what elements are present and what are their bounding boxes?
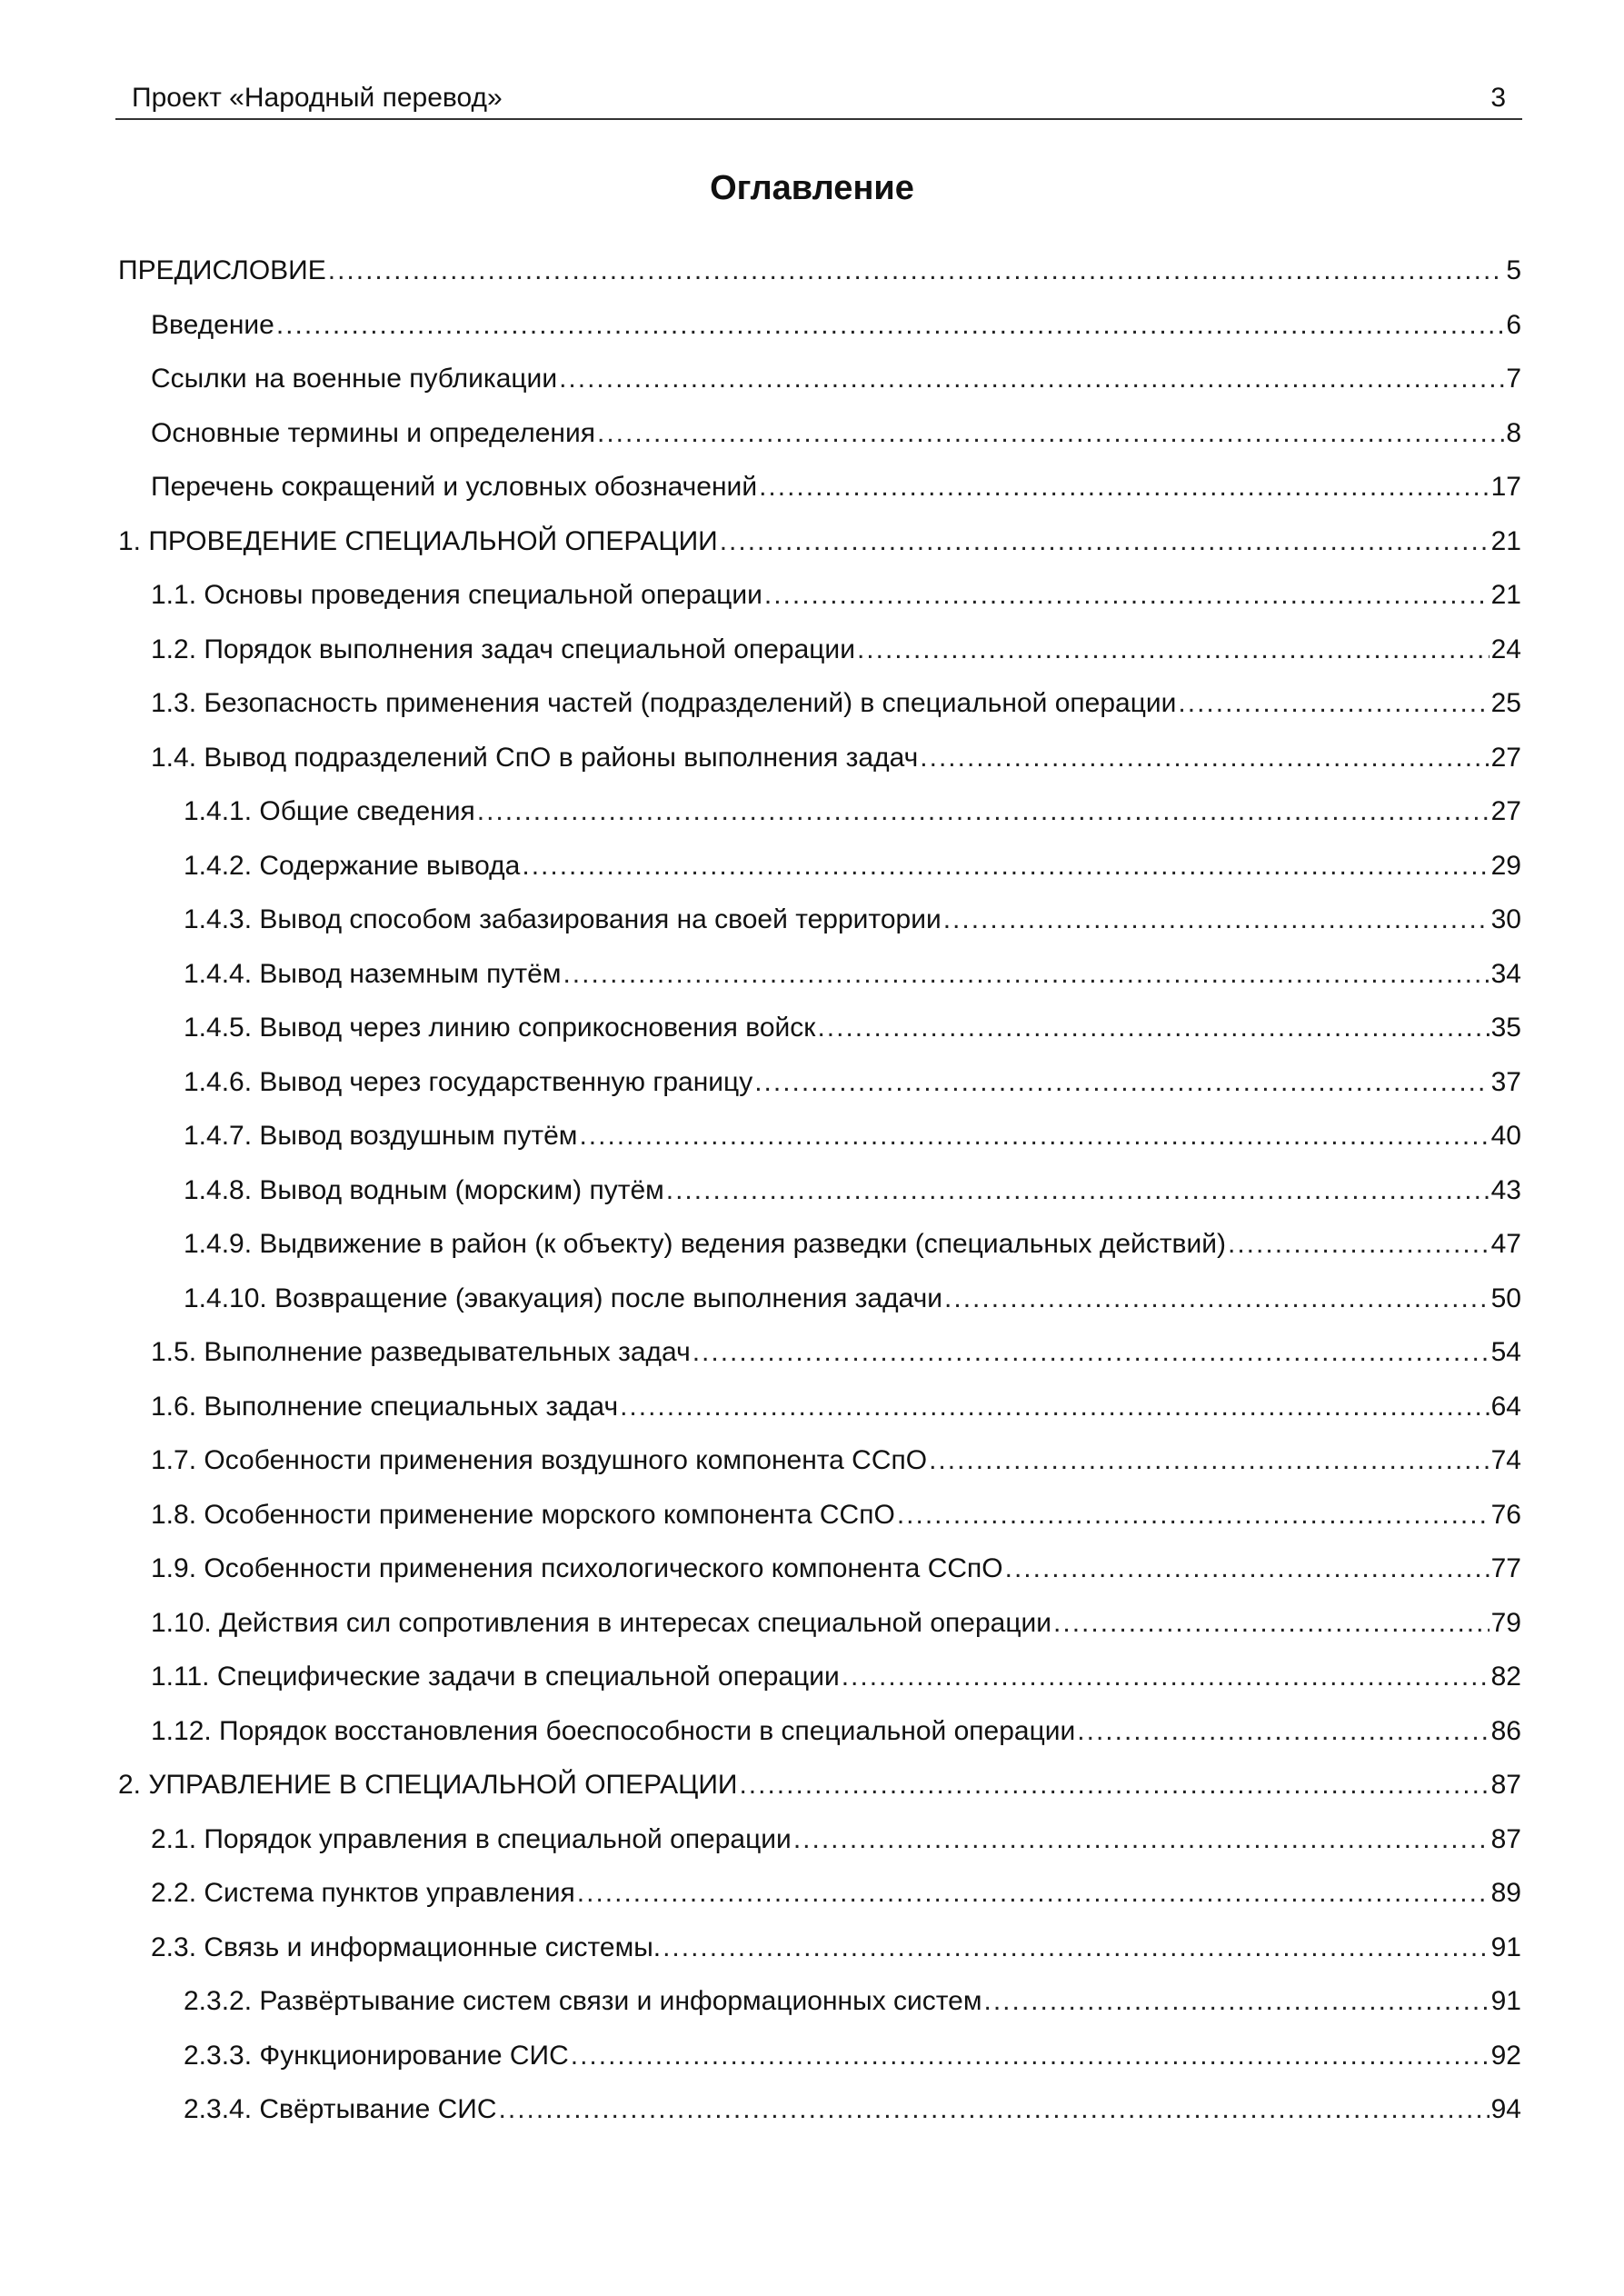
toc-entry-title: 1.3. Безопасность применения частей (подразделений) в специальной операции — [151, 688, 1177, 718]
toc-entry-title: 2. УПРАВЛЕНИЕ В СПЕЦИАЛЬНОЙ ОПЕРАЦИИ — [118, 1770, 738, 1800]
toc-entry-page: 21 — [1490, 525, 1521, 556]
toc-entry-title: 1.5. Выполнение разведывательных задач — [151, 1337, 691, 1367]
dot-leader — [499, 2090, 1489, 2130]
toc-entry-page: 94 — [1490, 2094, 1521, 2124]
dot-leader — [579, 1116, 1489, 1156]
toc-entry[interactable] — [118, 738, 1521, 793]
toc-entry[interactable] — [118, 1873, 1521, 1928]
toc-entry-page: 87 — [1490, 1770, 1521, 1800]
toc-entry-title: 1.7. Особенности применения воздушного компонента ССпО — [151, 1445, 928, 1475]
toc-entry-page: 47 — [1490, 1229, 1521, 1259]
dot-leader — [929, 1441, 1489, 1481]
toc-entry-page: 64 — [1490, 1391, 1521, 1422]
dot-leader — [897, 1495, 1489, 1535]
dot-leader — [276, 305, 1504, 345]
toc-entry-title: 1.4.2. Содержание вывода — [184, 850, 521, 881]
toc-entry-page: 27 — [1490, 742, 1521, 773]
dot-leader — [522, 846, 1489, 886]
toc-entry[interactable] — [118, 684, 1521, 738]
toc-entry-title: 1.4.5. Вывод через линию соприкосновения войск — [184, 1013, 816, 1043]
toc-entry-page: 25 — [1490, 688, 1521, 718]
dot-leader — [857, 630, 1489, 670]
toc-entry-page: 17 — [1490, 472, 1521, 502]
dot-leader — [739, 1765, 1489, 1805]
dot-leader — [754, 1063, 1489, 1103]
toc-entry-title: 1.4.4. Вывод наземным путём — [184, 958, 562, 989]
dot-leader — [984, 1982, 1489, 2021]
dot-leader — [477, 792, 1489, 832]
toc-entry-page: 24 — [1490, 634, 1521, 664]
toc-entry-page: 37 — [1490, 1066, 1521, 1097]
table-of-contents — [118, 251, 1521, 2144]
dot-leader — [666, 1171, 1489, 1211]
toc-entry[interactable] — [118, 846, 1521, 901]
dot-leader — [943, 900, 1489, 940]
toc-entry-page: 30 — [1490, 904, 1521, 934]
toc-entry-title: 1.4.7. Вывод воздушным путём — [184, 1121, 578, 1151]
toc-entry[interactable] — [118, 1333, 1521, 1387]
dot-leader — [620, 1387, 1489, 1427]
dot-leader — [817, 1008, 1489, 1048]
toc-entry-page: 91 — [1490, 1932, 1521, 1962]
toc-entry-page: 6 — [1506, 309, 1521, 340]
toc-entry-title: 2.3.2. Развёртывание систем связи и информационных систем — [184, 1986, 982, 2016]
dot-leader — [793, 1820, 1489, 1860]
toc-entry[interactable] — [118, 1765, 1521, 1820]
toc-entry[interactable] — [118, 1063, 1521, 1117]
toc-entry-page: 91 — [1490, 1986, 1521, 2016]
toc-entry-page: 43 — [1490, 1174, 1521, 1205]
toc-entry-page: 34 — [1490, 958, 1521, 989]
page-header — [115, 80, 1522, 120]
dot-leader — [559, 359, 1504, 399]
toc-entry[interactable] — [118, 575, 1521, 630]
dot-leader — [944, 1279, 1489, 1319]
toc-entry-page: 8 — [1506, 417, 1521, 448]
dot-leader — [577, 1873, 1489, 1913]
toc-entry-title: 1.9. Особенности применения психологического компонента ССпО — [151, 1553, 1003, 1583]
toc-entry-page: 82 — [1490, 1662, 1521, 1692]
toc-entry-page: 89 — [1490, 1878, 1521, 1908]
toc-entry[interactable] — [118, 900, 1521, 954]
toc-entry-title: 1.4.1. Общие сведения — [184, 796, 475, 826]
dot-leader — [1228, 1224, 1489, 1264]
toc-entry[interactable] — [118, 305, 1521, 360]
dot-leader — [720, 522, 1489, 562]
toc-entry-title: 2.1. Порядок управления в специальной операции — [151, 1823, 792, 1854]
toc-entry-title: Ссылки на военные публикации — [151, 364, 558, 394]
toc-entry[interactable] — [118, 1441, 1521, 1495]
toc-entry-title: Основные термины и определения — [151, 417, 595, 448]
toc-entry-page: 74 — [1490, 1445, 1521, 1475]
toc-entry-page: 29 — [1490, 850, 1521, 881]
toc-entry-page: 7 — [1506, 364, 1521, 394]
toc-entry-title: 2.3.3. Функционирование СИС — [184, 2040, 569, 2071]
toc-entry-title: 2.3.4. Свёртывание СИС — [184, 2094, 497, 2124]
dot-leader — [920, 738, 1489, 778]
dot-leader — [842, 1657, 1489, 1697]
toc-entry-page: 86 — [1490, 1715, 1521, 1746]
dot-leader — [692, 1333, 1489, 1373]
dot-leader — [1053, 1603, 1489, 1643]
toc-entry-title: 1.4. Вывод подразделений СпО в районы выполнения задач — [151, 742, 919, 773]
toc-entry-title: 1.4.10. Возвращение (эвакуация) после выполнения задачи — [184, 1283, 943, 1313]
toc-entry-title: 2.3. Связь и информационные системы. — [151, 1932, 662, 1962]
dot-leader — [663, 1928, 1489, 1968]
toc-entry[interactable] — [118, 1116, 1521, 1171]
toc-entry[interactable] — [118, 1820, 1521, 1874]
toc-entry-title: 1.4.3. Вывод способом забазирования на своей территории — [184, 904, 942, 934]
dot-leader — [1178, 684, 1489, 724]
toc-entry-title: 1.6. Выполнение специальных задач — [151, 1391, 619, 1422]
dot-leader — [328, 251, 1505, 291]
toc-entry-title: Перечень сокращений и условных обозначений — [151, 472, 758, 502]
toc-entry-page: 76 — [1490, 1499, 1521, 1530]
toc-entry[interactable] — [118, 467, 1521, 522]
dot-leader — [1077, 1712, 1489, 1752]
toc-entry-page: 21 — [1490, 580, 1521, 610]
toc-heading: Оглавление — [710, 169, 914, 207]
toc-entry[interactable] — [118, 1495, 1521, 1550]
toc-entry-title: 1.4.6. Вывод через государственную границу — [184, 1066, 753, 1097]
toc-entry-title: 1.1. Основы проведения специальной операции — [151, 580, 762, 610]
toc-entry-title: 1.2. Порядок выполнения задач специальной операции — [151, 634, 855, 664]
dot-leader — [759, 467, 1489, 507]
toc-entry[interactable] — [118, 1603, 1521, 1658]
toc-entry[interactable] — [118, 414, 1521, 468]
toc-entry-page: 5 — [1506, 255, 1521, 285]
toc-entry[interactable] — [118, 1171, 1521, 1225]
toc-entry-title: ПРЕДИСЛОВИЕ — [118, 255, 326, 285]
toc-entry[interactable] — [118, 1387, 1521, 1442]
toc-entry-page: 92 — [1490, 2040, 1521, 2071]
toc-entry[interactable] — [118, 1982, 1521, 2036]
toc-entry-page: 50 — [1490, 1283, 1521, 1313]
page-number: 3 — [1490, 83, 1506, 113]
toc-entry-page: 35 — [1490, 1013, 1521, 1043]
dot-leader — [563, 954, 1489, 994]
toc-entry-page: 40 — [1490, 1121, 1521, 1151]
toc-entry[interactable] — [118, 1224, 1521, 1279]
toc-entry-title: 1.4.9. Выдвижение в район (к объекту) ведения разведки (специальных действий) — [184, 1229, 1227, 1259]
toc-entry-title: 1.10. Действия сил сопротивления в интересах специальной операции — [151, 1607, 1052, 1638]
toc-entry-title: 1.12. Порядок восстановления боеспособности в специальной операции — [151, 1715, 1076, 1746]
toc-entry-page: 27 — [1490, 796, 1521, 826]
toc-entry[interactable] — [118, 792, 1521, 846]
toc-entry[interactable] — [118, 2036, 1521, 2091]
toc-entry[interactable] — [118, 1712, 1521, 1766]
header-title: Проект «Народный перевод» — [132, 83, 503, 113]
toc-entry-title: 1. ПРОВЕДЕНИЕ СПЕЦИАЛЬНОЙ ОПЕРАЦИИ — [118, 525, 718, 556]
toc-entry-title: 2.2. Система пунктов управления — [151, 1878, 575, 1908]
toc-entry[interactable] — [118, 954, 1521, 1009]
toc-entry[interactable] — [118, 522, 1521, 576]
toc-entry[interactable] — [118, 2090, 1521, 2144]
toc-entry-title: 1.4.8. Вывод водным (морским) путём — [184, 1174, 664, 1205]
toc-entry-title: Введение — [151, 309, 274, 340]
toc-entry[interactable] — [118, 359, 1521, 414]
toc-entry-title: 1.11. Специфические задачи в специальной операции — [151, 1662, 840, 1692]
dot-leader — [1005, 1549, 1489, 1589]
toc-entry[interactable] — [118, 1928, 1521, 1982]
toc-entry[interactable] — [118, 1008, 1521, 1063]
toc-entry[interactable] — [118, 1279, 1521, 1333]
toc-entry-page: 79 — [1490, 1607, 1521, 1638]
dot-leader — [571, 2036, 1489, 2076]
dot-leader — [764, 575, 1489, 615]
toc-entry[interactable] — [118, 251, 1521, 305]
toc-entry-title: 1.8. Особенности применение морского компонента ССпО — [151, 1499, 895, 1530]
toc-entry-page: 87 — [1490, 1823, 1521, 1854]
toc-entry[interactable] — [118, 1657, 1521, 1712]
toc-entry-page: 54 — [1490, 1337, 1521, 1367]
toc-entry[interactable] — [118, 1549, 1521, 1603]
toc-entry[interactable] — [118, 630, 1521, 684]
dot-leader — [597, 414, 1504, 454]
toc-entry-page: 77 — [1490, 1553, 1521, 1583]
